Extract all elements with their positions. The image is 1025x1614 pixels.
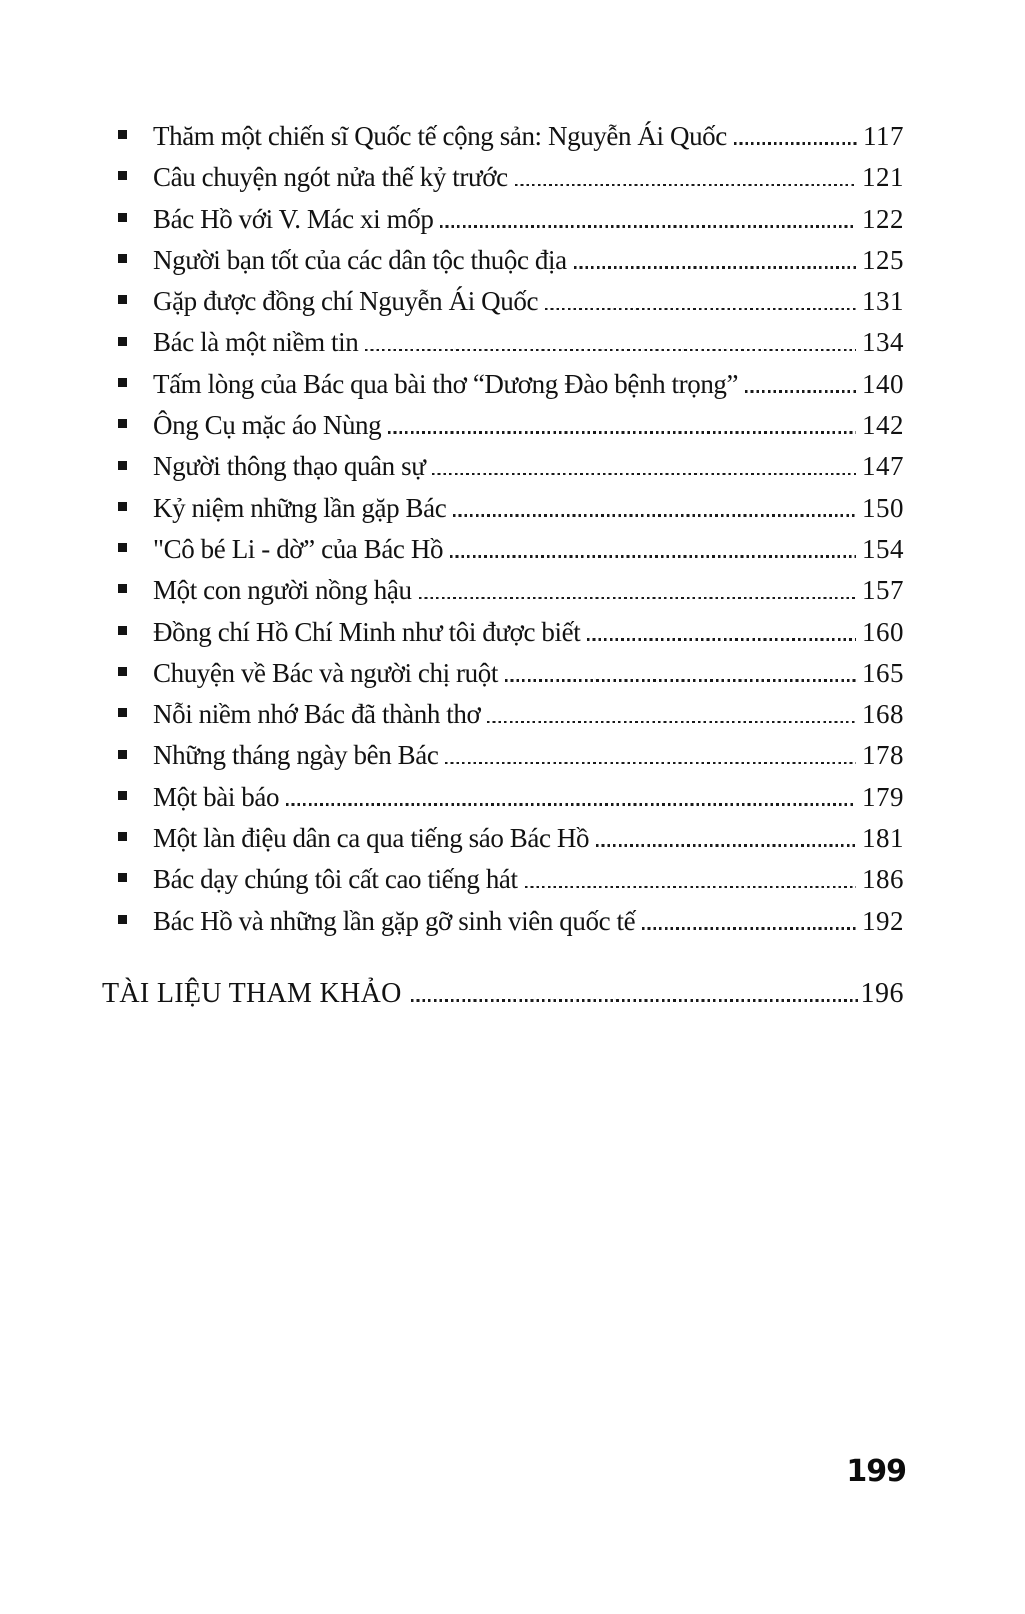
toc-entry-title: Một con người nồng hậu: [153, 575, 412, 606]
toc-entry-page-number: 168: [862, 699, 904, 730]
toc-entry: [115, 488, 904, 529]
toc-entry-page-number: 117: [863, 121, 904, 151]
bullet-square-icon: [118, 791, 127, 800]
references-page-number: 196: [860, 977, 904, 1009]
dot-leader: [450, 555, 856, 558]
bullet-square-icon: [118, 750, 127, 759]
dot-leader: [411, 999, 860, 1002]
bullet-square-icon: [118, 584, 127, 593]
toc-entry: [115, 405, 904, 446]
toc-entry-title: Câu chuyện ngót nửa thế kỷ trước: [153, 162, 508, 193]
bullet-square-icon: [118, 626, 127, 635]
toc-entry: [115, 116, 904, 157]
dot-leader: [642, 927, 856, 930]
toc-entry-page-number: 147: [862, 451, 904, 482]
toc-entry-title: Kỷ niệm những lần gặp Bác: [153, 492, 447, 523]
bullet-square-icon: [118, 213, 127, 222]
bullet-square-icon: [118, 337, 127, 346]
bullet-square-icon: [118, 254, 127, 263]
dot-leader: [745, 390, 856, 393]
dot-leader: [596, 844, 856, 847]
toc-entry: [115, 322, 904, 363]
toc-entry-page-number: 142: [862, 410, 904, 441]
toc-entry-title: Đồng chí Hồ Chí Minh như tôi được biết: [153, 616, 581, 647]
dot-leader: [432, 473, 856, 476]
bullet-square-icon: [118, 461, 127, 470]
toc-entry: [115, 818, 904, 859]
bullet-square-icon: [118, 171, 127, 180]
toc-entry-title: Một làn điệu dân ca qua tiếng sáo Bác Hồ: [153, 823, 590, 854]
dot-leader: [419, 597, 856, 600]
references-entry: [102, 973, 904, 1014]
bullet-square-icon: [118, 419, 127, 428]
toc-entry-page-number: 140: [862, 368, 904, 399]
toc-entry-title: "Cô bé Li - dờ” của Bác Hồ: [153, 533, 444, 564]
dot-leader: [734, 142, 857, 145]
bullet-square-icon: [118, 708, 127, 717]
toc-entry: [115, 364, 904, 405]
dot-leader: [286, 803, 856, 806]
bullet-square-icon: [118, 502, 127, 511]
bullet-square-icon: [118, 667, 127, 676]
dot-leader: [545, 308, 856, 311]
bullet-square-icon: [118, 915, 127, 924]
bullet-square-icon: [118, 130, 127, 139]
toc-entry-page-number: 150: [862, 492, 904, 523]
toc-entry-title: Người thông thạo quân sự: [153, 451, 426, 482]
toc-entry-page-number: 186: [862, 864, 904, 895]
dot-leader: [365, 349, 856, 352]
toc-list: [115, 116, 904, 942]
toc-entry-page-number: 160: [862, 616, 904, 647]
bullet-square-icon: [118, 543, 127, 552]
toc-entry: [115, 859, 904, 900]
toc-entry: [115, 240, 904, 281]
toc-entry-page-number: 122: [862, 203, 904, 234]
toc-entry-page-number: 178: [862, 740, 904, 771]
toc-entry: [115, 612, 904, 653]
toc-entry-page-number: 131: [862, 286, 904, 317]
table-of-contents: [102, 116, 904, 1014]
toc-entry-title: Nỗi niềm nhớ Bác đã thành thơ: [153, 699, 481, 730]
toc-entry: [115, 570, 904, 611]
toc-entry: [115, 157, 904, 198]
toc-entry-page-number: 121: [862, 162, 904, 193]
toc-entry: [115, 281, 904, 322]
toc-entry: [115, 199, 904, 240]
toc-entry-page-number: 192: [862, 905, 904, 936]
toc-entry: [115, 446, 904, 487]
toc-entry-page-number: 154: [862, 533, 904, 564]
page-number: 199: [846, 1454, 906, 1489]
dot-leader: [445, 762, 856, 765]
toc-entry: [115, 777, 904, 818]
toc-entry-title: Bác dạy chúng tôi cất cao tiếng hát: [153, 864, 518, 895]
toc-entry-page-number: 134: [862, 327, 904, 358]
toc-entry-title: Gặp được đồng chí Nguyễn Ái Quốc: [153, 286, 539, 317]
toc-entry-title: Thăm một chiến sĩ Quốc tế cộng sản: Nguyễn Ái Quốc: [153, 121, 727, 151]
toc-entry-title: Bác Hồ và những lần gặp gỡ sinh viên quốc tế: [153, 905, 636, 936]
toc-entry-title: Ông Cụ mặc áo Nùng: [153, 410, 382, 441]
dot-leader: [388, 431, 856, 434]
dot-leader: [515, 184, 856, 187]
toc-entry-page-number: 157: [862, 575, 904, 606]
toc-entry-title: Bác Hồ với V. Mác xi mốp: [153, 203, 434, 234]
toc-entry-page-number: 179: [862, 781, 904, 812]
toc-entry-page-number: 181: [862, 823, 904, 854]
toc-entry-title: Bác là một niềm tin: [153, 327, 359, 358]
toc-entry-title: Chuyện về Bác và người chị ruột: [153, 657, 498, 688]
toc-entry: [115, 735, 904, 776]
dot-leader: [453, 514, 856, 517]
dot-leader: [440, 225, 856, 228]
toc-entry-title: Những tháng ngày bên Bác: [153, 740, 439, 771]
references-title: TÀI LIỆU THAM KHẢO: [102, 977, 402, 1009]
dot-leader: [505, 679, 856, 682]
toc-entry-title: Tấm lòng của Bác qua bài thơ “Dương Đào bệnh trọng”: [153, 368, 739, 399]
toc-entry: [115, 901, 904, 942]
bullet-square-icon: [118, 832, 127, 841]
dot-leader: [587, 638, 856, 641]
bullet-square-icon: [118, 378, 127, 387]
bullet-square-icon: [118, 295, 127, 304]
toc-entry: [115, 694, 904, 735]
dot-leader: [487, 721, 856, 724]
toc-entry: [115, 653, 904, 694]
bullet-square-icon: [118, 873, 127, 882]
toc-entry-title: Một bài báo: [153, 781, 280, 812]
toc-entry-page-number: 125: [862, 244, 904, 275]
dot-leader: [525, 886, 856, 889]
toc-entry-title: Người bạn tốt của các dân tộc thuộc địa: [153, 244, 567, 275]
toc-entry-page-number: 165: [862, 657, 904, 688]
toc-entry: [115, 529, 904, 570]
dot-leader: [574, 266, 856, 269]
